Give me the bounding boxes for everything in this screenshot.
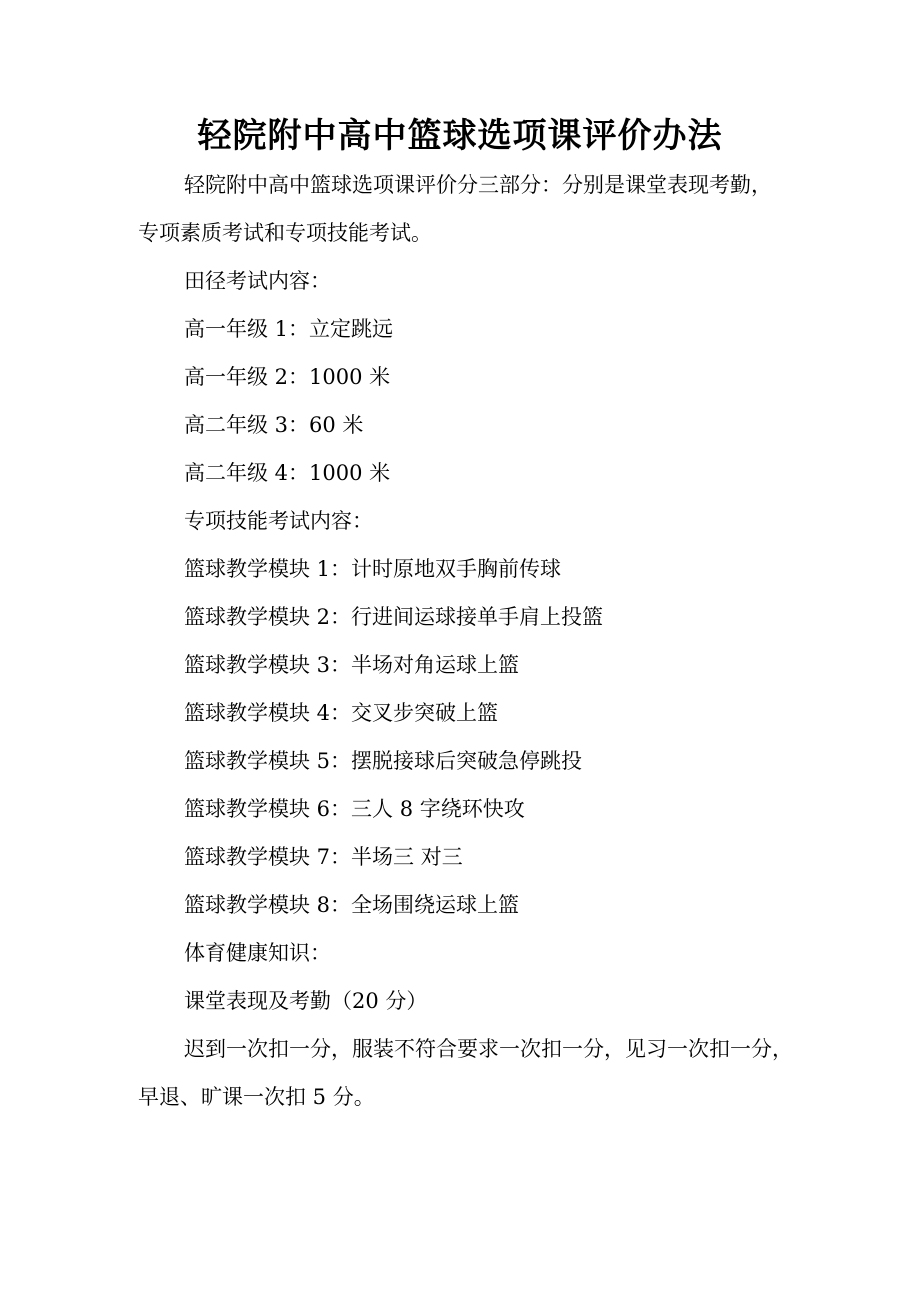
track-exam-item-3: 高二年级 3：60 米 — [184, 413, 364, 437]
skills-module-4: 篮球教学模块 4：交叉步突破上篮 — [184, 701, 499, 725]
skills-module-2: 篮球教学模块 2：行进间运球接单手肩上投篮 — [184, 605, 604, 629]
skills-module-5: 篮球教学模块 5：摆脱接球后突破急停跳投 — [184, 749, 583, 773]
skills-module-3: 篮球教学模块 3：半场对角运球上篮 — [184, 653, 520, 677]
health-knowledge-heading: 体育健康知识： — [184, 941, 331, 965]
skills-module-1: 篮球教学模块 1：计时原地双手胸前传球 — [184, 557, 562, 581]
skills-exam-heading: 专项技能考试内容： — [184, 509, 373, 533]
track-exam-item-2: 高一年级 2：1000 米 — [184, 365, 391, 389]
skills-module-6: 篮球教学模块 6：三人 8 字绕环快攻 — [184, 797, 525, 821]
skills-module-7: 篮球教学模块 7：半场三 对三 — [184, 845, 463, 869]
track-exam-item-1: 高一年级 1：立定跳远 — [184, 317, 394, 341]
track-exam-heading: 田径考试内容： — [184, 269, 331, 293]
document-title: 轻院附中高中篮球选项课评价办法 — [197, 116, 723, 156]
track-exam-item-4: 高二年级 4：1000 米 — [184, 461, 391, 485]
attendance-heading: 课堂表现及考勤（20 分） — [184, 989, 428, 1013]
attendance-rules-line-2: 早退、旷课一次扣 5 分。 — [138, 1085, 375, 1109]
intro-paragraph-line-2: 专项素质考试和专项技能考试。 — [138, 221, 432, 245]
skills-module-8: 篮球教学模块 8：全场围绕运球上篮 — [184, 893, 520, 917]
attendance-rules-line-1: 迟到一次扣一分，服装不符合要求一次扣一分，见习一次扣一分， — [184, 1037, 793, 1061]
intro-paragraph-line-1: 轻院附中高中篮球选项课评价分三部分：分别是课堂表现考勤， — [184, 173, 772, 197]
